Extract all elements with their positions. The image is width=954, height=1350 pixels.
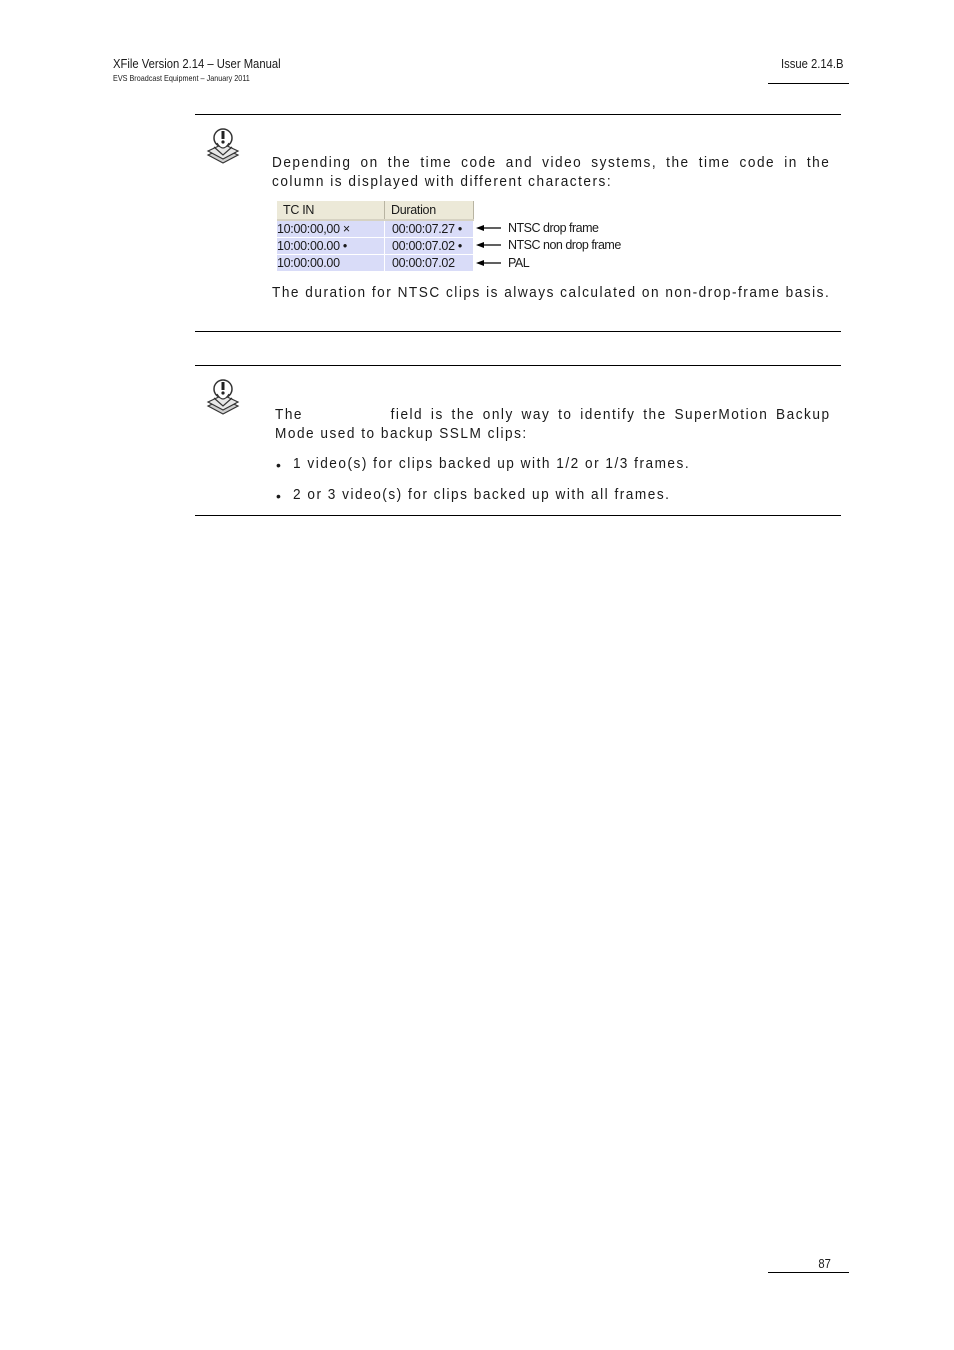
list-item: 1 video(s) for clips backed up with 1/2 or 1/3 frames. bbox=[293, 456, 691, 472]
arrow-label-row bbox=[476, 237, 621, 253]
note2-top-rule bbox=[195, 365, 841, 366]
column-header-duration: Duration bbox=[385, 201, 474, 220]
note2-intro-start: The bbox=[275, 407, 304, 423]
timecode-table bbox=[277, 201, 474, 272]
tc-in-value: 10:00:00,00 bbox=[277, 222, 340, 236]
note1-outro: The duration for NTSC clips is always calculated on non-drop-frame basis. bbox=[272, 285, 831, 301]
note2-intro: field is the only way to identify the SuperMotion Backup Mode used to backup SSLM clips: bbox=[275, 407, 831, 442]
page-number: 87 bbox=[818, 1257, 831, 1271]
arrow-label: PAL bbox=[508, 256, 530, 270]
arrow-label-row bbox=[476, 255, 529, 271]
document-title: XFile Version 2.14 – User Manual bbox=[113, 57, 281, 71]
note1-bottom-rule bbox=[195, 331, 841, 332]
left-arrow-icon bbox=[476, 259, 502, 267]
note-warning-icon bbox=[205, 376, 241, 420]
footer-rule bbox=[768, 1272, 849, 1273]
arrow-label: NTSC non drop frame bbox=[508, 238, 621, 252]
duration-value: 00:00:07.27 bbox=[392, 222, 455, 236]
bullet-icon: • bbox=[276, 488, 281, 504]
note-warning-icon bbox=[205, 125, 241, 169]
document-subtitle: EVS Broadcast Equipment – January 2011 bbox=[113, 73, 250, 83]
table-row bbox=[277, 255, 474, 272]
arrow-label: NTSC drop frame bbox=[508, 221, 599, 235]
duration-mark: • bbox=[457, 222, 462, 236]
header-rule bbox=[768, 83, 849, 84]
table-row bbox=[277, 238, 474, 255]
duration-value: 00:00:07.02 bbox=[392, 256, 455, 270]
left-arrow-icon bbox=[476, 224, 502, 232]
column-header-tc-in: TC IN bbox=[277, 201, 385, 220]
list-item: 2 or 3 video(s) for clips backed up with all frames. bbox=[293, 487, 671, 503]
table-row bbox=[277, 220, 474, 238]
tc-in-value: 10:00:00.00 bbox=[277, 239, 340, 253]
duration-value: 00:00:07.02 bbox=[392, 239, 455, 253]
bullet-icon: • bbox=[276, 457, 281, 473]
tc-mark: × bbox=[342, 222, 350, 236]
note2-bottom-rule bbox=[195, 515, 841, 516]
tc-in-value: 10:00:00.00 bbox=[277, 256, 340, 270]
tc-mark: • bbox=[342, 239, 347, 253]
note1-intro: Depending on the time code and video systems, the time code in the column is displayed with different characters: bbox=[272, 155, 831, 190]
duration-mark: • bbox=[457, 239, 462, 253]
left-arrow-icon bbox=[476, 241, 502, 249]
note1-top-rule bbox=[195, 114, 841, 115]
arrow-label-row bbox=[476, 220, 598, 236]
issue-label: Issue 2.14.B bbox=[780, 57, 843, 71]
